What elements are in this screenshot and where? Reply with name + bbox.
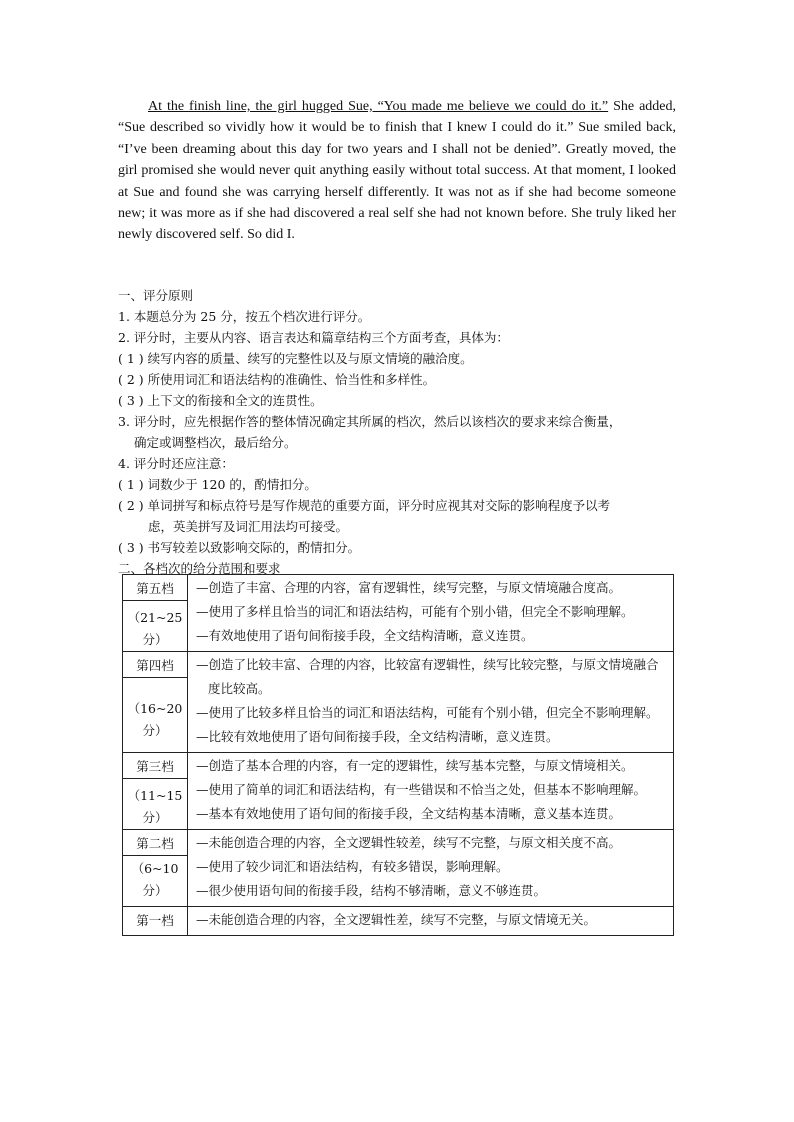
grade-range: （16~20分） <box>127 701 183 738</box>
grading-table <box>122 574 674 936</box>
grade-description <box>188 652 674 753</box>
story-text: She added, “Sue described so vividly how it would be to finish that I knew I could do it.” Sue smiled back, “I’ve been dreaming about this day for two years and I shall not be denied”. Greatly moved, the girl promised she would never quit anything easily without total success. At that moment, I looked at Sue and found she was carrying herself differently. It was not as if she had become someone new; it was more as if she had discovered a real self she had not known before. She truly liked her newly discovered self. So did I. <box>118 99 676 243</box>
grade-range: （21~25分） <box>127 610 183 647</box>
table-row <box>123 575 674 652</box>
table-row <box>123 652 674 753</box>
grade-level-cell <box>123 830 188 907</box>
grade-criterion: —未能创造合理的内容，全文逻辑性差，续写不完整，与原文情境无关。 <box>196 912 597 927</box>
rule-4-item-3: ( 3 ) 书写较差以致影响交际的，酌情扣分。 <box>118 540 361 555</box>
grade-criterion: —创造了比较丰富、合理的内容，比较富有逻辑性，续写比较完整，与原文情境融合度比较高。 <box>196 657 659 696</box>
grade-criterion: —未能创造合理的内容，全文逻辑性较差，续写不完整，与原文相关度不高。 <box>196 835 622 850</box>
rule-2-item-2: ( 2 ) 所使用词汇和语法结构的准确性、恰当性和多样性。 <box>118 372 436 387</box>
grade-criterion: —很少使用语句间的衔接手段，结构不够清晰，意义不够连贯。 <box>196 883 547 898</box>
rule-1: 1. 本题总分为 25 分，按五个档次进行评分。 <box>118 309 371 324</box>
grade-range: （11~15分） <box>127 788 183 825</box>
grade-description <box>188 753 674 830</box>
grade-level-cell <box>123 575 188 652</box>
grade-level-cell <box>123 753 188 830</box>
story-paragraph <box>118 96 676 246</box>
grade-level-cell <box>123 652 188 753</box>
rule-2-item-1: ( 1 ) 续写内容的质量、续写的完整性以及与原文情境的融洽度。 <box>118 351 473 366</box>
table-row <box>123 907 674 936</box>
scoring-principles <box>118 285 678 579</box>
section-heading-grades: 二、各档次的给分范围和要求 <box>118 561 281 576</box>
grade-criterion: —使用了多样且恰当的词汇和语法结构，可能有个别小错，但完全不影响理解。 <box>196 604 634 619</box>
rule-3-continued: 确定或调整档次，最后给分。 <box>134 435 297 450</box>
section-heading-principles: 一、评分原则 <box>118 288 194 303</box>
grade-criterion: —创造了丰富、合理的内容，富有逻辑性，续写完整，与原文情境融合度高。 <box>196 580 622 595</box>
grade-description <box>188 907 674 936</box>
grade-name: 第五档 <box>123 575 187 601</box>
underlined-sentence: At the finish line, the girl hugged Sue, “You made me believe we could do it.” <box>148 99 609 114</box>
grade-name: 第三档 <box>123 753 187 779</box>
rule-2-item-3: ( 3 ) 上下文的衔接和全文的连贯性。 <box>118 393 323 408</box>
grade-criterion: —有效地使用了语句间衔接手段，全文结构清晰，意义连贯。 <box>196 628 534 643</box>
grade-name: 第二档 <box>123 830 187 856</box>
grade-criterion: —使用了比较多样且恰当的词汇和语法结构，可能有个别小错，但完全不影响理解。 <box>196 705 659 720</box>
grade-description <box>188 830 674 907</box>
grade-description <box>188 575 674 652</box>
rule-3: 3. 评分时，应先根据作答的整体情况确定其所属的档次，然后以该档次的要求来综合衡量， <box>118 414 622 429</box>
grade-criterion: —创造了基本合理的内容，有一定的逻辑性，续写基本完整，与原文情境相关。 <box>196 758 634 773</box>
rule-4-item-2-continued: 虑，英美拼写及词汇用法均可接受。 <box>148 519 349 534</box>
table-row <box>123 753 674 830</box>
grade-criterion: —比较有效地使用了语句间衔接手段，全文结构清晰，意义连贯。 <box>196 729 559 744</box>
grade-name: 第一档 <box>136 913 174 928</box>
grade-range: （6~10分） <box>131 861 179 898</box>
grade-name: 第四档 <box>123 652 187 678</box>
rule-2: 2. 评分时，主要从内容、语言表达和篇章结构三个方面考查，具体为： <box>118 330 509 345</box>
grade-level-cell <box>123 907 188 936</box>
rule-4-item-1: ( 1 ) 词数少于 120 的，酌情扣分。 <box>118 477 317 492</box>
grade-criterion: —使用了较少词汇和语法结构，有较多错误，影响理解。 <box>196 859 509 874</box>
table-row <box>123 830 674 907</box>
rule-4-item-2: ( 2 ) 单词拼写和标点符号是写作规范的重要方面，评分时应视其对交际的影响程度予以考 <box>118 498 611 513</box>
grade-criterion: —使用了简单的词汇和语法结构，有一些错误和不恰当之处，但基本不影响理解。 <box>196 782 647 797</box>
rule-4: 4. 评分时还应注意： <box>118 456 234 471</box>
grade-criterion: —基本有效地使用了语句间的衔接手段，全文结构基本清晰，意义基本连贯。 <box>196 806 622 821</box>
